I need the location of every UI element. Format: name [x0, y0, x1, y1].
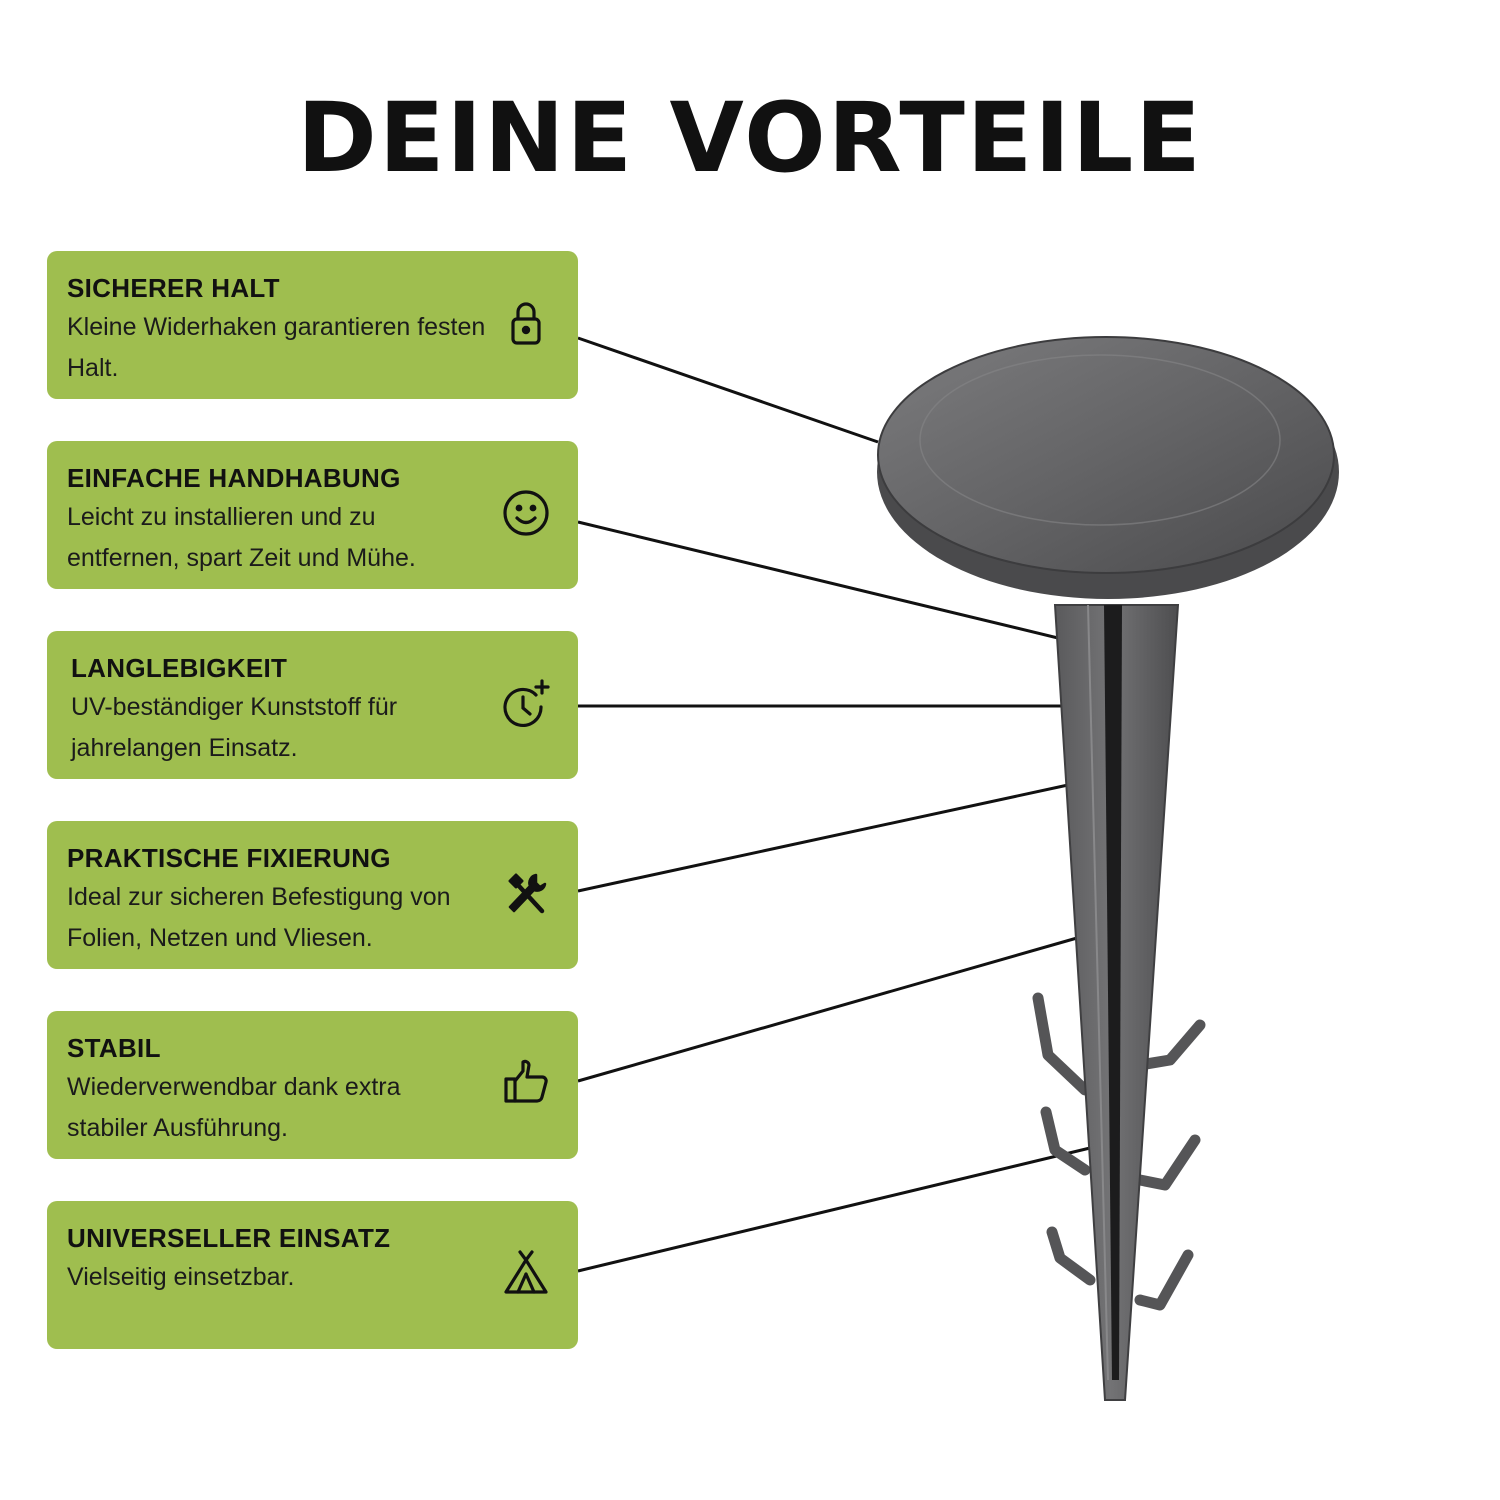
clock-plus-icon: [500, 677, 552, 729]
feature-description: UV-beständiger Kunststoff für jahrelangen Einsatz.: [71, 693, 398, 762]
callout-line: [578, 785, 1068, 891]
page-title: DEINE VORTEILE: [297, 82, 1203, 194]
feature-card-universeller-einsatz: [47, 1201, 578, 1349]
callout-line: [578, 938, 1077, 1081]
feature-heading: SICHERER HALT: [67, 273, 280, 303]
feature-description: Leicht zu installieren und zu entfernen, spart Zeit und Mühe.: [67, 503, 416, 572]
feature-heading: UNIVERSELLER EINSATZ: [67, 1223, 391, 1253]
thumbs-up-icon: [500, 1057, 552, 1109]
feature-description: Wiederverwendbar dank extra stabiler Ausführung.: [67, 1073, 401, 1142]
stake-head: [878, 337, 1334, 573]
feature-card-einfache-handhabung: [47, 441, 578, 589]
feature-heading: LANGLEBIGKEIT: [71, 653, 288, 683]
feature-card-langlebigkeit: [47, 631, 578, 779]
feature-card-stabil: [47, 1011, 578, 1159]
feature-description: Ideal zur sicheren Befestigung von Folien, Netzen und Vliesen.: [67, 883, 451, 952]
feature-card-praktische-fixierung: [47, 821, 578, 969]
feature-description: Kleine Widerhaken garantieren festen Halt.: [67, 313, 486, 382]
feature-heading: PRAKTISCHE FIXIERUNG: [67, 843, 391, 873]
feature-heading: STABIL: [67, 1033, 161, 1063]
smiley-icon: [500, 487, 552, 539]
feature-heading: EINFACHE HANDHABUNG: [67, 463, 401, 493]
feature-card-sicherer-halt: [47, 251, 578, 399]
lock-icon: [500, 297, 552, 349]
tent-icon: [500, 1247, 552, 1299]
tools-icon: [500, 867, 552, 919]
callout-line: [578, 1148, 1090, 1271]
callout-line: [578, 338, 878, 442]
feature-description: Vielseitig einsetzbar.: [67, 1263, 295, 1291]
